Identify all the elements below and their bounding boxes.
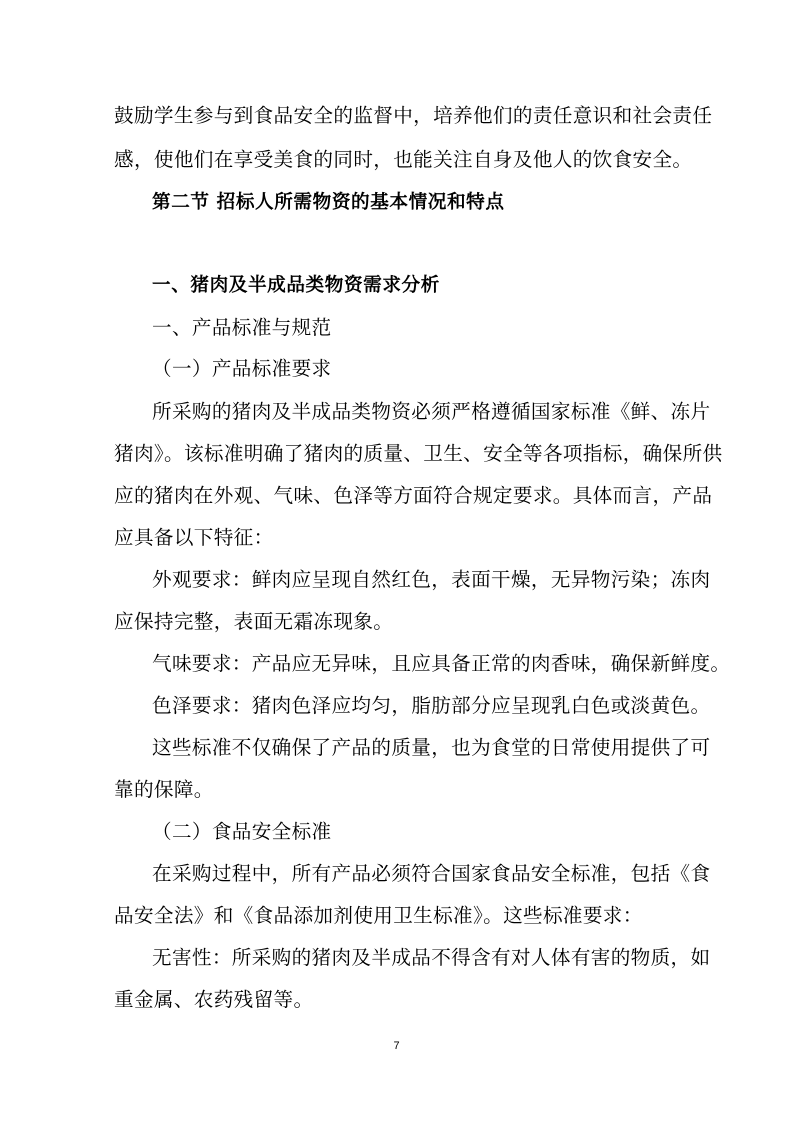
body-text-line: 气味要求：产品应无异味，且应具备正常的肉香味，确保新鲜度。 [152, 652, 731, 675]
body-text-line: 靠的保障。 [114, 778, 214, 801]
body-text-line: 感，使他们在享受美食的同时，也能关注自身及他人的饮食安全。 [114, 148, 693, 171]
body-text-line: 应的猪肉在外观、气味、色泽等方面符合规定要求。具体而言，产品 [114, 484, 713, 507]
subsection-heading: 一、猪肉及半成品类物资需求分析 [152, 275, 440, 296]
page-number: 7 [393, 1040, 400, 1052]
body-text-line: 应具备以下特征： [114, 526, 274, 549]
heading-level-3: （一）产品标准要求 [152, 357, 332, 380]
body-text-line: 重金属、农药残留等。 [114, 988, 314, 1011]
body-text-line: 鼓励学生参与到食品安全的监督中，培养他们的责任意识和社会责任 [114, 104, 713, 127]
body-text-line: 在采购过程中，所有产品必须符合国家食品安全标准，包括《食 [152, 862, 711, 885]
heading-level-2: 一、产品标准与规范 [152, 316, 332, 339]
body-text-line: 猪肉》。该标准明确了猪肉的质量、卫生、安全等各项指标，确保所供 [114, 442, 723, 465]
section-heading: 第二节 招标人所需物资的基本情况和特点 [152, 192, 505, 213]
body-text-line: 所采购的猪肉及半成品类物资必须严格遵循国家标准《鲜、冻片 [152, 400, 711, 423]
body-text-line: 这些标准不仅确保了产品的质量，也为食堂的日常使用提供了可 [152, 736, 711, 759]
body-text-line: 品安全法》和《食品添加剂使用卫生标准》。这些标准要求： [114, 904, 643, 927]
body-text-line: 无害性：所采购的猪肉及半成品不得含有对人体有害的物质，如 [152, 946, 711, 969]
body-text-line: 外观要求：鲜肉应呈现自然红色，表面干燥，无异物污染；冻肉 [152, 568, 711, 591]
body-text-line: 色泽要求：猪肉色泽应均匀，脂肪部分应呈现乳白色或淡黄色。 [152, 694, 711, 717]
heading-level-3: （二）食品安全标准 [152, 820, 332, 843]
body-text-line: 应保持完整，表面无霜冻现象。 [114, 610, 394, 633]
